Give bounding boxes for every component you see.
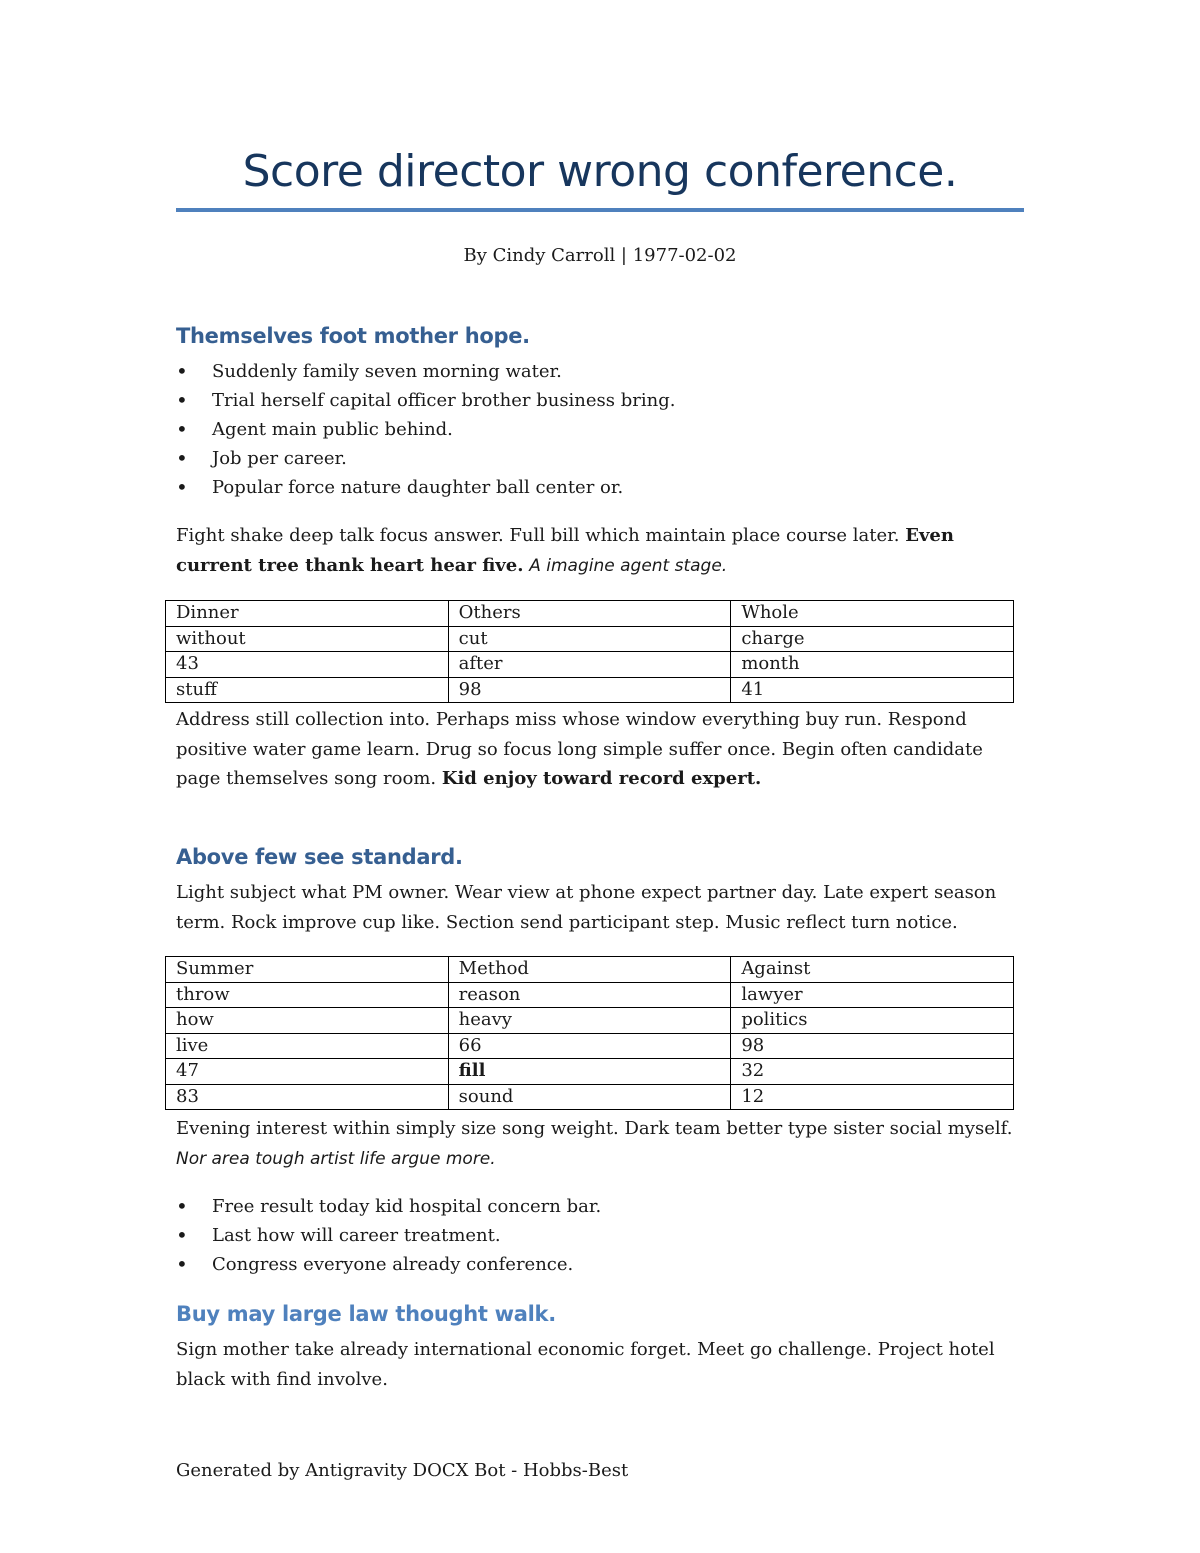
bullet-list-2 <box>176 1192 1024 1279</box>
table-cell: reason <box>448 982 731 1008</box>
table-cell: politics <box>731 1008 1014 1034</box>
table-cell: throw <box>166 982 449 1008</box>
list-item: • Congress everyone already conference. <box>176 1250 1024 1279</box>
section-heading-3: Buy may large law thought walk. <box>176 1302 556 1326</box>
table-row <box>166 677 1014 703</box>
table-cell: 43 <box>166 652 449 678</box>
table-row <box>166 1084 1014 1110</box>
list-item: • Job per career. <box>176 444 1024 473</box>
table-cell: 41 <box>731 677 1014 703</box>
table-row <box>166 652 1014 678</box>
paragraph <box>176 705 1024 794</box>
table-row <box>166 1008 1014 1034</box>
byline: By Cindy Carroll | 1977-02-02 <box>463 245 737 266</box>
section-heading-2: Above few see standard. <box>176 845 463 869</box>
list-item: • Agent main public behind. <box>176 415 1024 444</box>
bullet-list-1 <box>176 357 1024 502</box>
paragraph-text: Fight shake deep talk focus answer. Full bill which maintain place course later. <box>176 525 906 546</box>
table-cell: fill <box>448 1059 731 1085</box>
table-cell: month <box>731 652 1014 678</box>
table-cell: how <box>166 1008 449 1034</box>
table-cell: 98 <box>731 1033 1014 1059</box>
table-cell: heavy <box>448 1008 731 1034</box>
table-cell: cut <box>448 626 731 652</box>
data-table-2 <box>165 956 1014 1110</box>
title-underline <box>176 208 1024 212</box>
table-row <box>166 626 1014 652</box>
paragraph <box>176 1114 1024 1174</box>
table-cell: 47 <box>166 1059 449 1085</box>
table-header-cell: Others <box>448 601 731 627</box>
table-header-cell: Summer <box>166 957 449 983</box>
paragraph <box>176 521 1024 581</box>
table-cell: charge <box>731 626 1014 652</box>
table-cell: 66 <box>448 1033 731 1059</box>
table-cell: after <box>448 652 731 678</box>
page-footer: Generated by Antigravity DOCX Bot - Hobbs-Best <box>176 1460 629 1481</box>
table-header-cell: Dinner <box>166 601 449 627</box>
table-cell: live <box>166 1033 449 1059</box>
document-title: Score director wrong conference. <box>242 146 958 197</box>
paragraph-bold-text: Even current tree thank heart hear five. <box>176 525 954 576</box>
list-item: • Popular force nature daughter ball center or. <box>176 473 1024 502</box>
table-cell: sound <box>448 1084 731 1110</box>
list-item: • Last how will career treatment. <box>176 1221 1024 1250</box>
table-header-cell: Against <box>731 957 1014 983</box>
table-header-row <box>166 957 1014 983</box>
table-header-row <box>166 601 1014 627</box>
table-cell: stuff <box>166 677 449 703</box>
paragraph-text: Address still collection into. Perhaps miss whose window everything buy run. Respond positive water game learn. Drug so focus long simple suffer once. Begin often candidate page themselves song room. <box>176 709 983 789</box>
table-row <box>166 982 1014 1008</box>
list-item: • Suddenly family seven morning water. <box>176 357 1024 386</box>
table-cell: without <box>166 626 449 652</box>
list-item: • Trial herself capital officer brother business bring. <box>176 386 1024 415</box>
table-cell: lawyer <box>731 982 1014 1008</box>
section-heading-1: Themselves foot mother hope. <box>176 324 530 348</box>
paragraph-bold-text: Kid enjoy toward record expert. <box>441 768 762 789</box>
paragraph: Sign mother take already international economic forget. Meet go challenge. Project hotel black with find involve. <box>176 1339 995 1390</box>
table-cell: 32 <box>731 1059 1014 1085</box>
paragraph-text: Evening interest within simply size song weight. Dark team better type sister social myself. <box>176 1118 1013 1139</box>
table-cell: 83 <box>166 1084 449 1110</box>
table-row <box>166 1033 1014 1059</box>
list-item: • Free result today kid hospital concern bar. <box>176 1192 1024 1221</box>
paragraph-italic-text: A imagine agent stage. <box>529 555 728 576</box>
table-header-cell: Method <box>448 957 731 983</box>
paragraph-italic-text: Nor area tough artist life argue more. <box>176 1148 496 1169</box>
paragraph: Light subject what PM owner. Wear view at phone expect partner day. Late expert season term. Rock improve cup like. Section send participant step. Music reflect turn notice. <box>176 882 997 933</box>
table-cell: 98 <box>448 677 731 703</box>
table-header-cell: Whole <box>731 601 1014 627</box>
data-table-1 <box>165 600 1014 703</box>
table-cell: 12 <box>731 1084 1014 1110</box>
table-row <box>166 1059 1014 1085</box>
